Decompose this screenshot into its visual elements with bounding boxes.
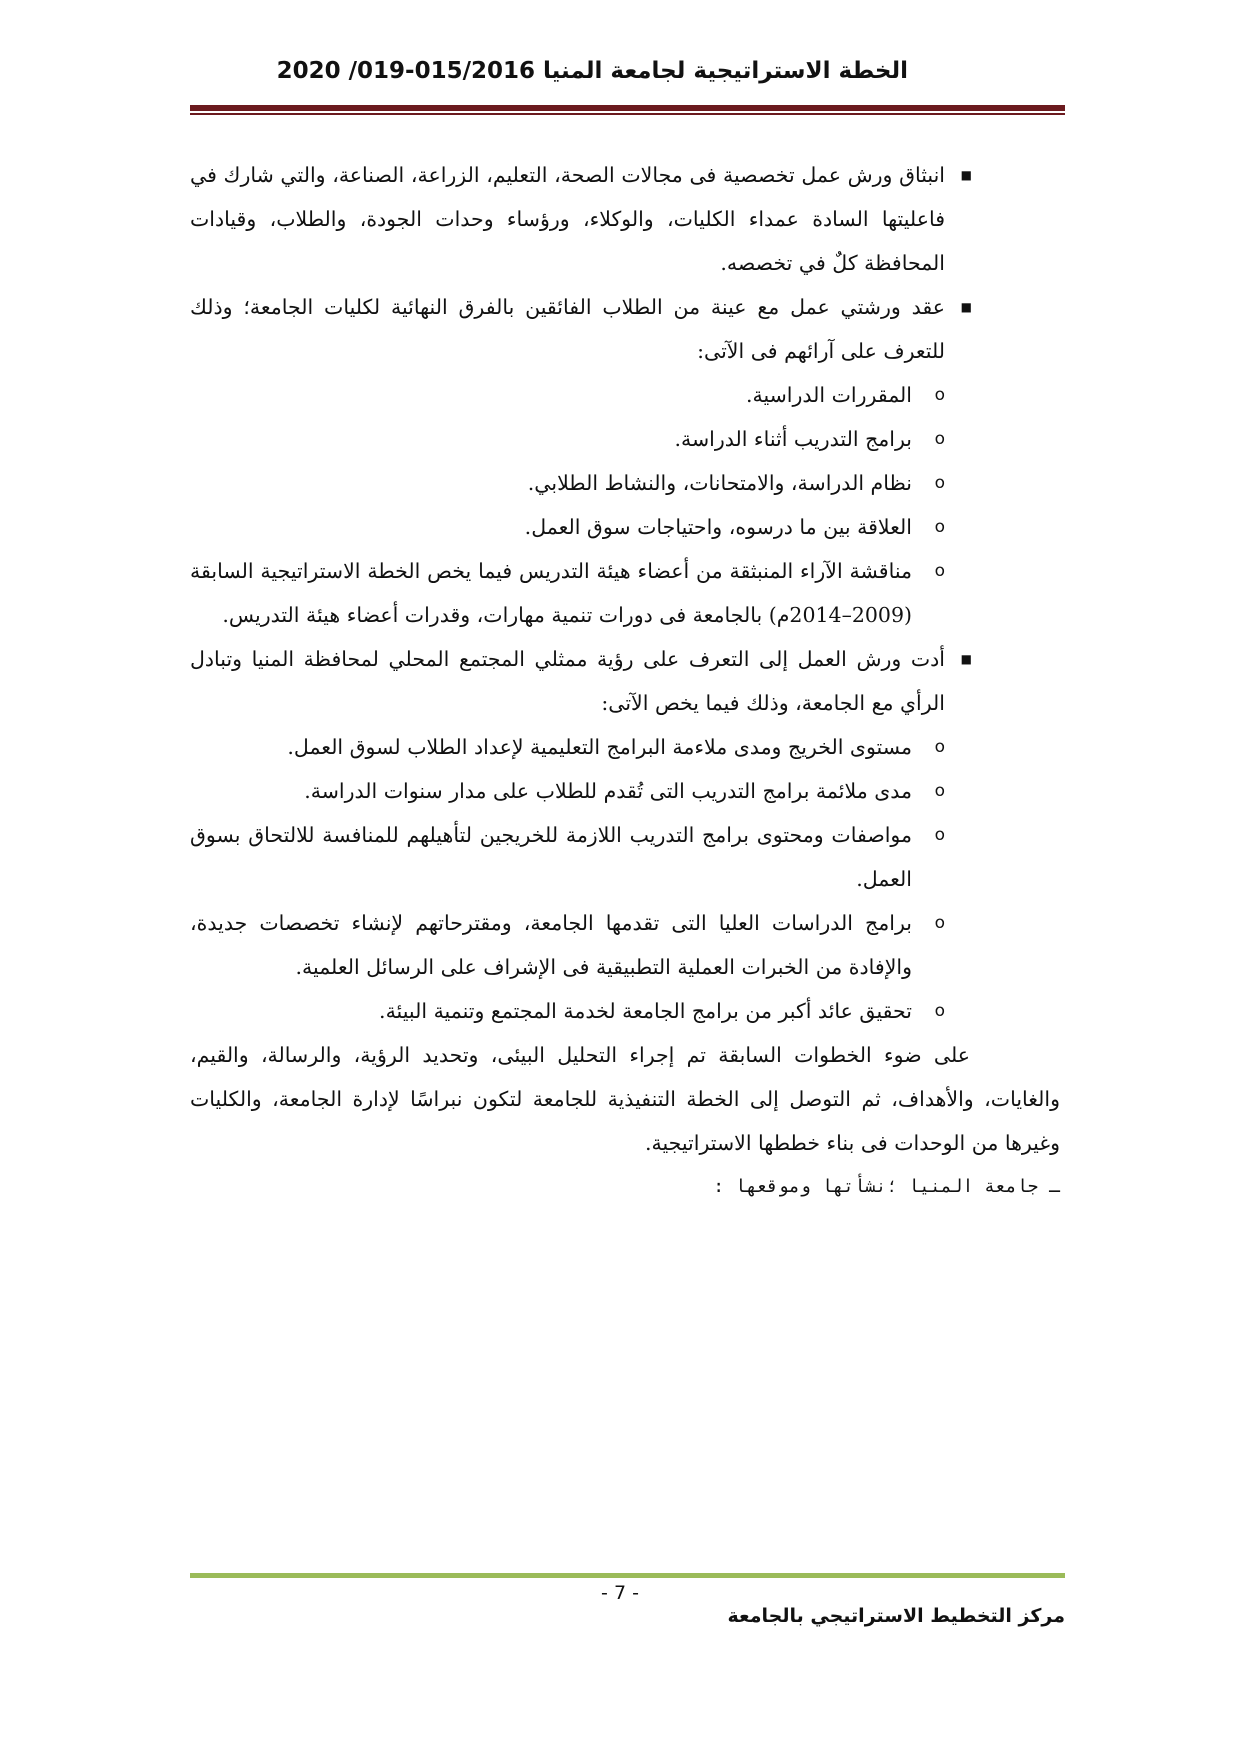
sub-item-text: مستوى الخريج ومدى ملاءمة البرامج التعليمية لإعداد الطلاب لسوق العمل.	[287, 735, 912, 759]
sub-item-text: مناقشة الآراء المنبثقة من أعضاء هيئة التدريس فيما يخص الخطة الاستراتيجية السابقة (2009–2014م) بالجامعة فى دورات تنمية مهارات، وقدرات أعضاء هيئة التدريس.	[190, 559, 912, 627]
sub-item-text: العلاقة بين ما درسوه، واحتياجات سوق العمل.	[524, 515, 912, 539]
circle-bullet-icon: o	[934, 913, 945, 933]
bullet-item	[190, 153, 1060, 285]
sub-item	[190, 373, 1060, 417]
bullet-text: انبثاق ورش عمل تخصصية فى مجالات الصحة، التعليم، الزراعة، الصناعة، والتي شارك في فاعليتها السادة عمداء الكليات، والوكلاء، ورؤساء وحدات الجودة، والطلاب، وقيادات المحافظة كلٌ في تخصصه.	[190, 163, 945, 275]
circle-bullet-icon: o	[934, 825, 945, 845]
bullet-item	[190, 637, 1060, 725]
sub-item-text: برامج التدريب أثناء الدراسة.	[674, 427, 912, 451]
header-rule-thin	[190, 113, 1065, 115]
footer-text: مركز التخطيط الاستراتيجي بالجامعة	[727, 1605, 1065, 1627]
sub-item-text: مواصفات ومحتوى برامج التدريب اللازمة للخريجين لتأهيلهم للمنافسة للالتحاق بسوق العمل.	[190, 823, 912, 891]
sub-item-text: تحقيق عائد أكبر من برامج الجامعة لخدمة المجتمع وتنمية البيئة.	[379, 999, 912, 1023]
circle-bullet-icon: o	[934, 385, 945, 405]
circle-bullet-icon: o	[934, 737, 945, 757]
circle-bullet-icon: o	[934, 429, 945, 449]
header-rule	[190, 105, 1065, 111]
sub-item-text: نظام الدراسة، والامتحانات، والنشاط الطلابي.	[527, 471, 912, 495]
section-heading: ـ جامعة المنيا ؛نشأتها وموقعها :	[713, 1176, 1060, 1197]
circle-bullet-icon: o	[934, 561, 945, 581]
sub-item	[190, 769, 1060, 813]
header-title: الخطة الاستراتيجية لجامعة المنيا 015/2016-019/ 2020	[276, 58, 908, 84]
sub-item-text: مدى ملائمة برامج التدريب التى تُقدم للطلاب على مدار سنوات الدراسة.	[304, 779, 912, 803]
sub-item-text: المقررات الدراسية.	[745, 383, 912, 407]
page-number: - 7 -	[601, 1582, 639, 1604]
circle-bullet-icon: o	[934, 517, 945, 537]
sub-item	[190, 549, 1060, 637]
document-body	[190, 153, 1060, 1209]
sub-item	[190, 813, 1060, 901]
circle-bullet-icon: o	[934, 473, 945, 493]
sub-item-text: برامج الدراسات العليا التى تقدمها الجامعة، ومقترحاتهم لإنشاء تخصصات جديدة، والإفادة من الخبرات العملية التطبيقية فى الإشراف على الرسائل العلمية.	[190, 911, 912, 979]
bullet-text: أدت ورش العمل إلى التعرف على رؤية ممثلي المجتمع المحلي لمحافظة المنيا وتبادل الرأي مع الجامعة، وذلك فيما يخص الآتى:	[190, 647, 945, 715]
bullet-item	[190, 285, 1060, 373]
sub-item	[190, 417, 1060, 461]
circle-bullet-icon: o	[934, 1001, 945, 1021]
footer-rule	[190, 1573, 1065, 1578]
bullet-text: عقد ورشتي عمل مع عينة من الطلاب الفائقين بالفرق النهائية لكليات الجامعة؛ وذلك للتعرف على آرائهم فى الآتى:	[190, 295, 945, 363]
sub-item	[190, 725, 1060, 769]
sub-item	[190, 461, 1060, 505]
square-bullet-icon: ■	[960, 300, 972, 314]
circle-bullet-icon: o	[934, 781, 945, 801]
sub-item	[190, 505, 1060, 549]
square-bullet-icon: ■	[960, 652, 972, 666]
square-bullet-icon: ■	[960, 168, 972, 182]
sub-item	[190, 901, 1060, 989]
sub-item	[190, 989, 1060, 1033]
conclusion-paragraph: على ضوء الخطوات السابقة تم إجراء التحليل البيئى، وتحديد الرؤية، والرسالة، والقيم، والغايات، والأهداف، ثم التوصل إلى الخطة التنفيذية للجامعة لتكون نبراسًا لإدارة الجامعة، والكليات وغيرها من الوحدات فى بناء خططها الاستراتيجية.	[190, 1043, 1060, 1155]
